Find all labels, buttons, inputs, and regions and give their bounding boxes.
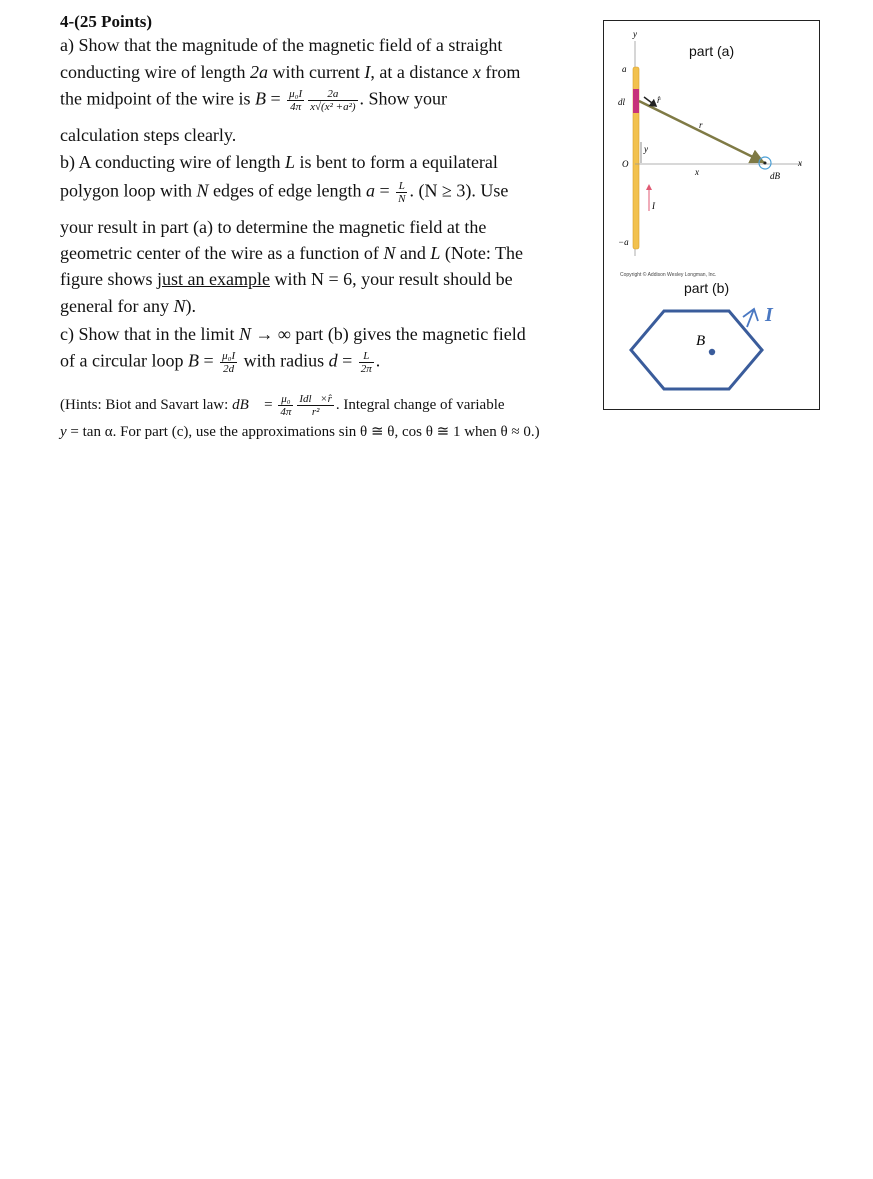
label-I-big: I [765,304,773,326]
figure-svg [604,21,819,409]
fraction-2a-over-root: $\frac{2a}{\text{x√(x² +a²)}}$ [310,88,356,113]
r-vector [639,101,765,163]
label-origin: O [622,159,629,169]
label-dB: dB⃗ [770,171,787,181]
label-r-hat: r̂ [657,95,661,105]
fraction-mu0I-over-2d: $\frac{\text{μ₀I}}{2d}$ [222,350,236,375]
part-c-line-2: of a circular loop B = $\frac{\text{μ₀I}}{2d}$ with radius d = $\frac{L}{2\pi}$ . [60,350,381,375]
part-a-line-2: conducting wire of length 2a with current I, at a distance x from [60,62,521,82]
part-b-line-5: figure shows just an example with N = 6, your result should be [60,269,513,289]
part-b-line-4: geometric center of the wire as a function of N and L (Note: The [60,243,524,263]
part-b-line-2: polygon loop with N edges of edge length a = $\frac{L}{N}$ . (N ≥ 3). Use [60,180,509,205]
part-a-line-3: the midpoint of the wire is B = $\frac{\text{μ₀I}}{4\pi}$ $\frac{2a}{\text{x√(x² +a²)}}$ . Show your [60,88,448,113]
fraction-biot-savart: $\frac{\text{Idl⃗×r̂}}{\text{r²}}$ [299,393,332,418]
label-x-mid: x [695,167,699,177]
fraction-L-over-N: $\frac{L}{N}$ [398,180,406,205]
problem-title: 4-(25 Points) [60,12,153,31]
part-a-line-1: a) Show that the magnitude of the magnetic field of a straight [60,35,503,55]
hints-line-2: y = tan α. For part (c), use the approximations sin θ ≅ θ, cos θ ≅ 1 when θ ≈ 0.) [60,424,540,440]
copyright-note: Copyright © Addison Wesley Longman, Inc. [620,272,717,278]
center-dot [709,349,715,355]
label-y-small: y [644,144,648,154]
label-y-axis: y [633,29,637,39]
label-I-small: I [652,201,655,211]
part-b-label: part (b) [684,280,730,296]
field-point-dot [764,162,767,165]
hints-line-1: (Hints: Biot and Savart law: dB⃗ = $\frac{\text{μ₀}}{4\pi}$ $\frac{\text{Idl⃗×r̂}}{\text{r²}}$ . Integral change of variable [60,393,505,418]
part-a-line-4: calculation steps clearly. [60,125,237,145]
label-dl: dl⃗ [618,97,633,107]
hexagon-loop [631,311,762,389]
fraction-L-over-2pi: $\frac{L}{2\pi}$ [360,350,372,375]
label-x-axis: x [798,158,802,168]
label-B: B [696,333,706,349]
part-a-label: part (a) [689,43,735,59]
fraction-mu0-over-4pi: $\frac{\text{μ₀}}{4\pi}$ [280,393,292,418]
label-r: r [699,120,703,130]
label-a-top: a [622,64,627,74]
dl-segment [633,89,639,113]
part-b-line-1: b) A conducting wire of length L is bent to form a equilateral [60,152,498,172]
fraction-mu0I-over-4pi: $\frac{\text{μ₀I}}{4\pi}$ [289,88,303,113]
part-c-line-1: c) Show that in the limit N → ∞ part (b) gives the magnetic field [60,324,526,344]
part-b-line-6: general for any N). [60,296,196,316]
label-minus-a: −a [618,237,629,247]
part-b-line-3: your result in part (a) to determine the magnetic field at the [60,217,487,237]
figure-box [603,20,820,410]
